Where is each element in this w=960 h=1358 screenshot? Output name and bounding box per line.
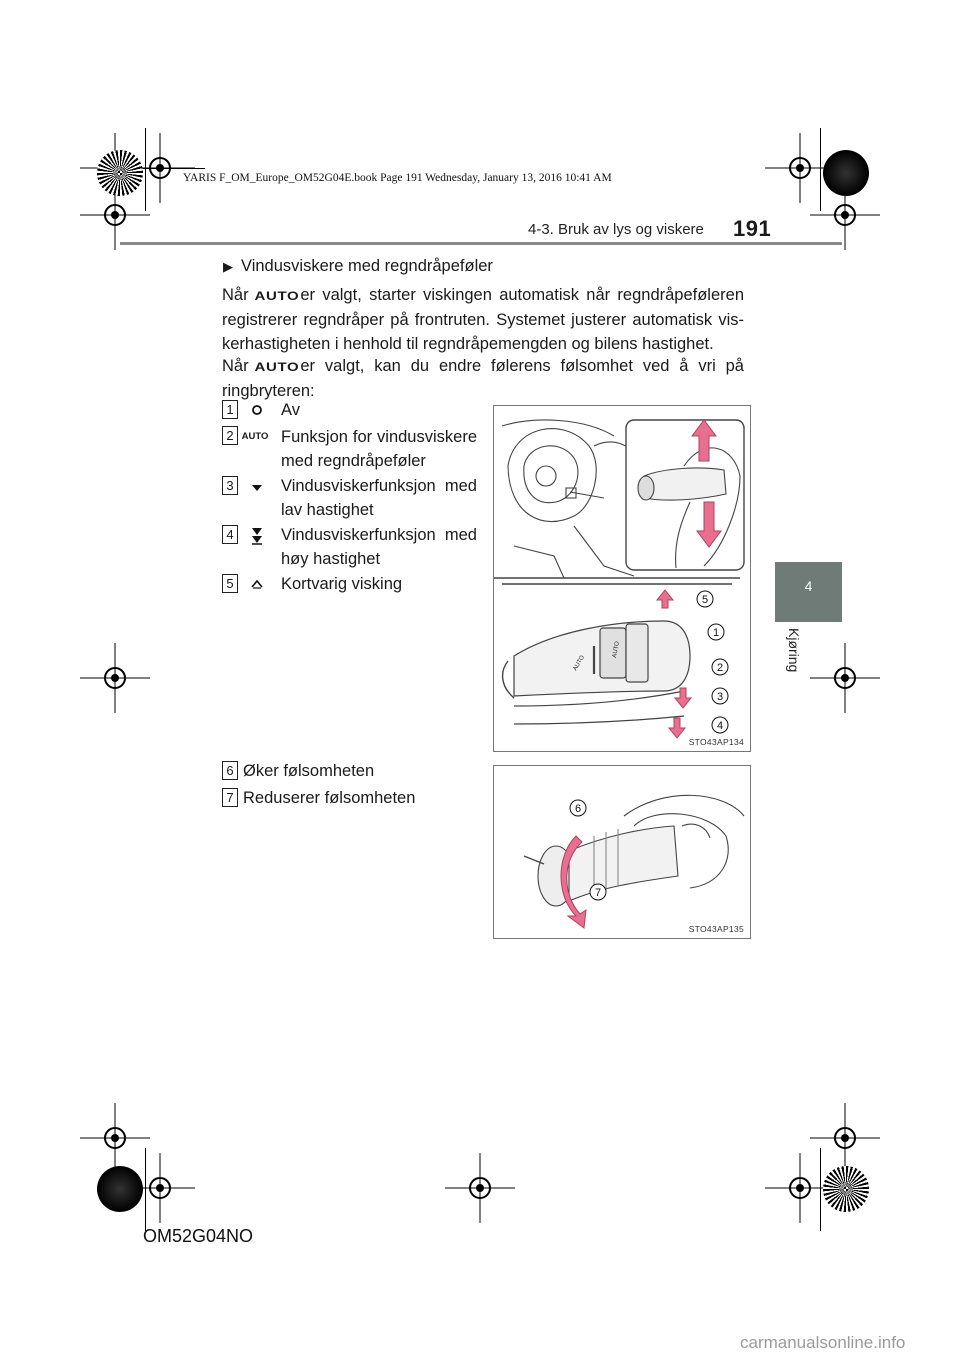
item-number: 4 [222,525,238,544]
chapter-tab [775,562,842,622]
auto-icon: AUTO [241,430,269,442]
para1-body: er valgt, starter viskingen automatisk når regndråpeføleren registrerer regndråper på frontruten. Systemet justerer automatisk viskerhastigheten i henhold til regndråpemengden og bilens hastighet. [222,286,744,353]
callout-2: 2 [716,662,724,674]
triangle-bullet-icon: ▶ [223,258,233,274]
header-rule [120,242,842,245]
manual-code: OM52G04NO [143,1226,254,1246]
item-text: Vindusviskerfunksjon med lav hastighet [281,477,477,519]
auto-icon: AUTO [254,289,299,303]
star-disc-icon [823,1166,869,1212]
watermark: carmanualsonline.info [740,1333,906,1352]
sensitivity-ring-illustration [494,766,750,938]
paragraph-2 [222,354,744,403]
item-text: Vindusviskerfunksjon med høy hastighet [281,526,477,568]
item-number: 7 [222,788,238,807]
chapter-number: 4 [804,578,813,594]
chapter-label: Kjøring [786,628,802,673]
item-number: 6 [222,761,238,780]
callout-5: 5 [701,594,709,606]
callout-4: 4 [716,720,724,732]
item-text: Av [281,401,300,419]
double-chevron-icon [242,524,272,548]
star-disc-icon [97,150,143,196]
callout-1: 1 [712,627,720,639]
item-number: 3 [222,476,238,495]
mist-icon [242,574,272,594]
heading-text: Vindusviskere med regndråpeføler [241,257,493,275]
down-arrow-icon [669,718,685,738]
section-title: 4-3. Bruk av lys og viskere [528,221,704,238]
circle-icon [242,400,272,420]
single-chevron-icon [242,478,272,498]
wiper-lever-figure [493,405,751,752]
para1-lead: Når [222,286,249,304]
item-text: Kortvarig visking [281,575,403,593]
para2-body: er valgt, kan du endre følerens følsomhet ved å vri på ringbryteren: [222,357,744,400]
item-number: 5 [222,574,238,593]
item-number: 1 [222,400,238,419]
solid-disc-icon [97,1166,143,1212]
page-number: 191 [733,216,772,241]
item-text: Funksjon for vindusviskere med regndråpeføler [281,428,477,470]
section-heading [223,257,493,276]
crosshair-icon [80,643,150,713]
item-number: 2 [222,426,238,445]
item-text: Øker følsomheten [243,762,375,780]
item-text: Reduserer følsomheten [243,789,416,807]
crosshair-icon [810,643,880,713]
crosshair-icon [445,1153,515,1223]
svg-text:AUTO: AUTO [572,654,587,672]
sensitivity-ring-figure [493,765,751,939]
svg-text:AUTO: AUTO [612,640,621,659]
up-arrow-icon [657,590,673,608]
wiper-lever-illustration [494,406,750,751]
paragraph-1 [222,283,744,356]
figure-code: STO43AP135 [688,924,744,934]
auto-icon: AUTO [254,360,299,374]
book-info: YARIS F_OM_Europe_OM52G04E.book Page 191 Wednesday, January 13, 2016 10:41 AM [183,172,612,184]
figure-code: STO43AP134 [688,737,744,747]
callout-7: 7 [594,887,602,899]
down-arrow-icon [675,688,691,708]
callout-6: 6 [574,803,582,815]
para2-lead: Når [222,357,249,375]
callout-3: 3 [716,691,724,703]
solid-disc-icon [823,150,869,196]
